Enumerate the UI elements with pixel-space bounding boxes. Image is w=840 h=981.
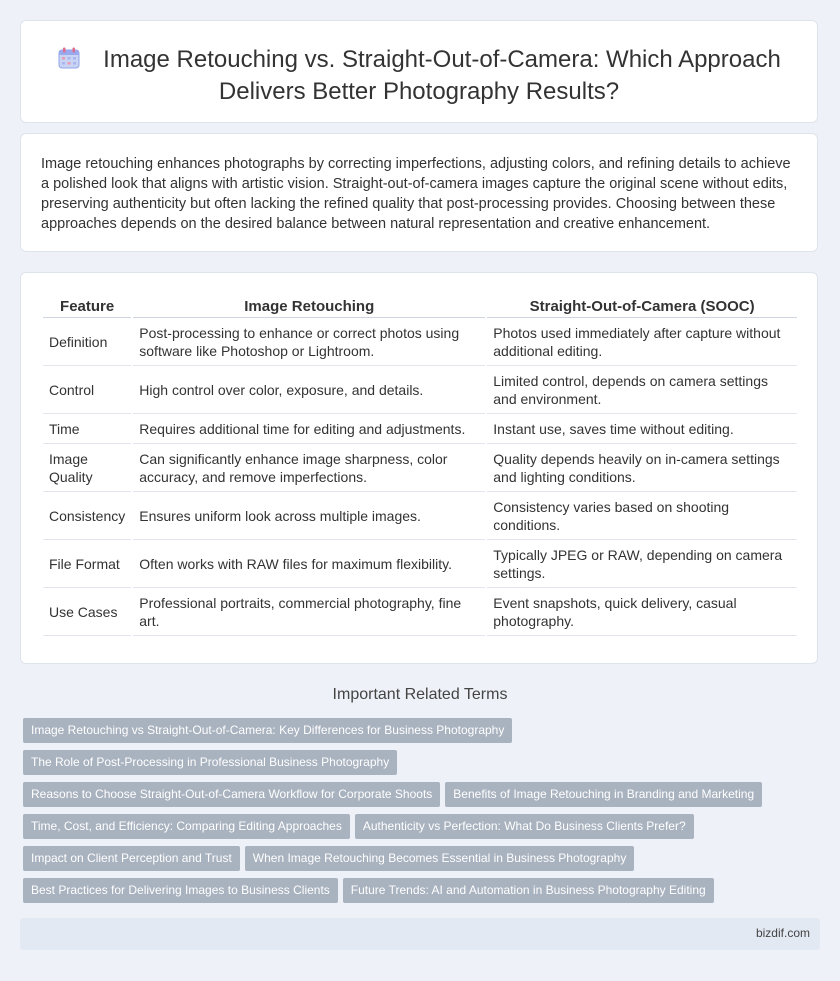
header-retouching: Image Retouching xyxy=(133,296,485,318)
row-sooc: Event snapshots, quick delivery, casual photography. xyxy=(487,588,797,636)
row-retouching: Post-processing to enhance or correct photos using software like Photoshop or Lightroom. xyxy=(133,318,485,366)
header-feature: Feature xyxy=(43,296,131,318)
row-feature: Use Cases xyxy=(43,588,131,636)
header-sooc: Straight-Out-of-Camera (SOOC) xyxy=(487,296,797,318)
row-sooc: Consistency varies based on shooting conditions. xyxy=(487,492,797,540)
row-feature: Control xyxy=(43,366,131,414)
comparison-table-card xyxy=(20,272,818,664)
table-row xyxy=(43,444,797,492)
related-term-link[interactable]: Impact on Client Perception and Trust xyxy=(23,846,240,871)
row-feature: Definition xyxy=(43,318,131,366)
related-term-link[interactable]: Time, Cost, and Efficiency: Comparing Editing Approaches xyxy=(23,814,350,839)
comparison-table xyxy=(41,296,799,636)
row-sooc: Photos used immediately after capture without additional editing. xyxy=(487,318,797,366)
table-row xyxy=(43,414,797,444)
related-term-link[interactable]: Best Practices for Delivering Images to Business Clients xyxy=(23,878,338,903)
row-retouching: Often works with RAW files for maximum flexibility. xyxy=(133,540,485,588)
page-title: Image Retouching vs. Straight-Out-of-Camera: Which Approach Delivers Better Photography Results? xyxy=(103,46,781,105)
row-feature: Time xyxy=(43,414,131,444)
title-card xyxy=(20,20,818,123)
intro-card xyxy=(20,133,818,252)
table-row xyxy=(43,492,797,540)
intro-text: Image retouching enhances photographs by correcting imperfections, adjusting colors, and refining details to achieve a polished look that aligns with artistic vision. Straight-out-of-camera images capture the original scene without edits, preserving authenticity but often lacking the refined quality that post-processing provides. Choosing between these approaches depends on the desired balance between natural representation and creative enhancement. xyxy=(41,156,791,232)
row-retouching: Professional portraits, commercial photography, fine art. xyxy=(133,588,485,636)
row-sooc: Typically JPEG or RAW, depending on camera settings. xyxy=(487,540,797,588)
calendar-icon xyxy=(57,46,81,77)
table-row xyxy=(43,540,797,588)
table-row xyxy=(43,366,797,414)
row-retouching: Can significantly enhance image sharpness, color accuracy, and remove imperfections. xyxy=(133,444,485,492)
related-term-link[interactable]: Reasons to Choose Straight-Out-of-Camera Workflow for Corporate Shoots xyxy=(23,782,440,807)
row-feature: Image Quality xyxy=(43,444,131,492)
row-retouching: High control over color, exposure, and details. xyxy=(133,366,485,414)
related-term-link[interactable]: When Image Retouching Becomes Essential in Business Photography xyxy=(245,846,635,871)
related-term-link[interactable]: Authenticity vs Perfection: What Do Business Clients Prefer? xyxy=(355,814,694,839)
table-header-row xyxy=(43,296,797,318)
row-feature: Consistency xyxy=(43,492,131,540)
table-row xyxy=(43,588,797,636)
row-feature: File Format xyxy=(43,540,131,588)
row-sooc: Instant use, saves time without editing. xyxy=(487,414,797,444)
related-term-link[interactable]: The Role of Post-Processing in Professional Business Photography xyxy=(23,750,397,775)
table-row xyxy=(43,318,797,366)
related-term-link[interactable]: Benefits of Image Retouching in Branding and Marketing xyxy=(445,782,762,807)
related-terms-list xyxy=(23,718,823,910)
page-title-wrap xyxy=(21,45,817,106)
row-retouching: Requires additional time for editing and adjustments. xyxy=(133,414,485,444)
footer-site-link[interactable]: bizdif.com xyxy=(755,926,810,940)
footer xyxy=(20,918,820,950)
related-term-link[interactable]: Image Retouching vs Straight-Out-of-Camera: Key Differences for Business Photography xyxy=(23,718,512,743)
row-sooc: Limited control, depends on camera settings and environment. xyxy=(487,366,797,414)
related-terms-title: Important Related Terms xyxy=(332,686,508,703)
related-term-link[interactable]: Future Trends: AI and Automation in Business Photography Editing xyxy=(343,878,714,903)
row-sooc: Quality depends heavily on in-camera settings and lighting conditions. xyxy=(487,444,797,492)
row-retouching: Ensures uniform look across multiple images. xyxy=(133,492,485,540)
